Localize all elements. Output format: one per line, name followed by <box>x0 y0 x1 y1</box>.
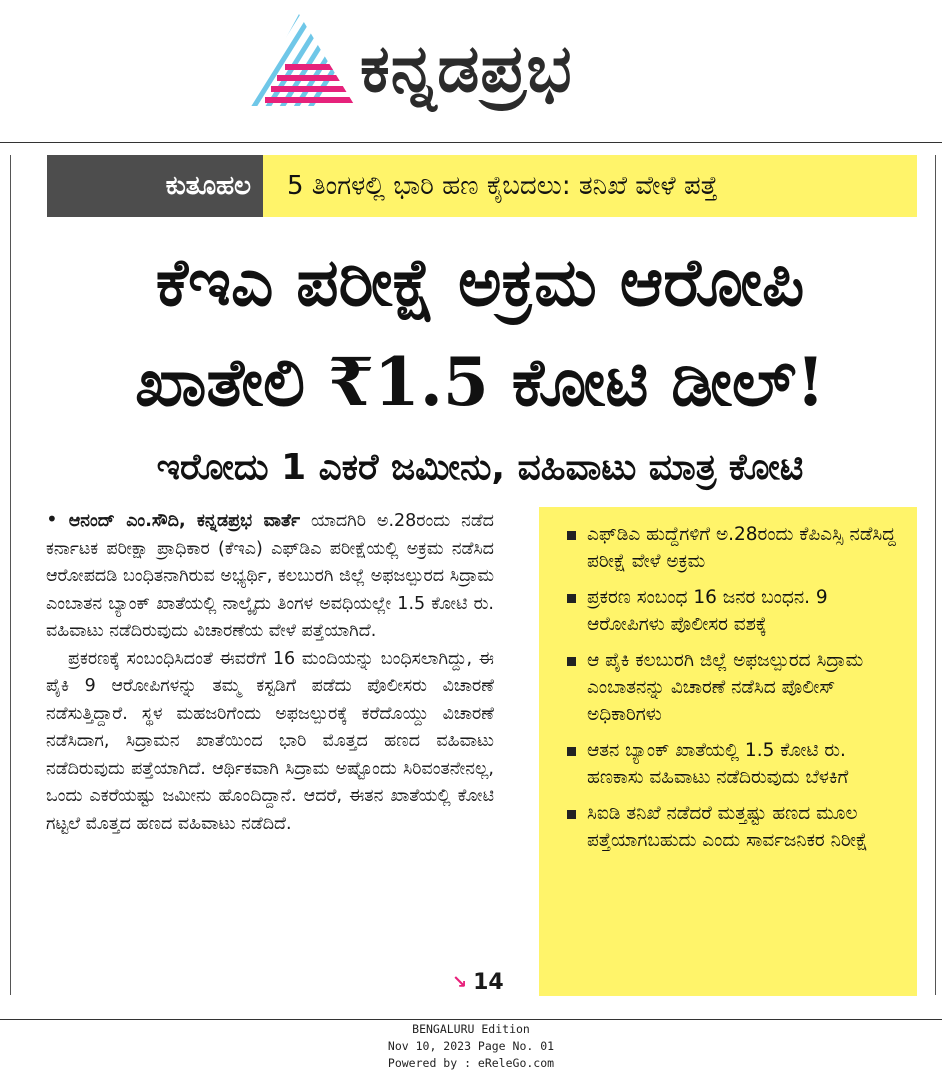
highlight-item: ಆ ಪೈಕಿ ಕಲಬುರಗಿ ಜಿಲ್ಲೆ ಅಫಜಲ್ಪುರದ ಸಿದ್ರಾಮ ಎಂಬಾತನನ್ನು ವಿಚಾರಣೆ ನಡೆಸಿದ ಪೊಲೀಸ್ ಅಧಿಕಾರಿಗಳು <box>567 647 897 728</box>
kicker-text: 5 ತಿಂಗಳಲ್ಲಿ ಭಾರಿ ಹಣ ಕೈಬದಲು: ತನಿಖೆ ವೇಳೆ ಪತ್ತೆ <box>263 155 917 217</box>
highlights-list <box>567 521 897 863</box>
footer <box>0 1021 942 1072</box>
masthead-divider <box>0 142 942 143</box>
subheadline: ಇರೋದು 1 ಎಕರೆ ಜಮೀನು, ವಹಿವಾಟು ಮಾತ್ರ ಕೋಟಿ <box>156 447 804 488</box>
headline <box>40 232 920 432</box>
story-column <box>46 506 494 838</box>
arrow-down-right-icon: ↘ <box>452 972 468 993</box>
highlight-item: ಎಫ್‌ಡಿಎ ಹುದ್ದೆಗಳಿಗೆ ಅ.28ರಂದು ಕೆಪಿಎಸ್ಸಿ ನಡೆಸಿದ್ದ ಪರೀಕ್ಷೆ ವೇಳೆ ಅಕ್ರಮ <box>567 521 897 575</box>
logo-icon <box>247 12 357 108</box>
kicker-bar <box>47 155 917 217</box>
highlight-item: ಪ್ರಕರಣ ಸಂಬಂಧ 16 ಜನರ ಬಂಧನ. 9 ಆರೋಪಿಗಳು ಪೊಲೀಸರ ವಶಕ್ಕೆ <box>567 584 897 638</box>
masthead <box>0 0 942 142</box>
bullet-icon: • <box>46 507 58 531</box>
logo-wordmark: ಕನ್ನಡಪ್ರಭ <box>360 30 573 107</box>
continued-on-page[interactable] <box>452 970 504 995</box>
story-paragraph-2: ಪ್ರಕರಣಕ್ಕೆ ಸಂಬಂಧಿಸಿದಂತೆ ಈವರೆಗೆ 16 ಮಂದಿಯನ್ನು ಬಂಧಿಸಲಾಗಿದ್ದು, ಈ ಪೈಕಿ 9 ಆರೋಪಿಗಳನ್ನು ತಮ್ಮ ಕಸ್ಟಡಿಗೆ ಪಡೆದು ಪೊಲೀಸರು ವಿಚಾರಣೆ ನಡೆಸುತ್ತಿದ್ದಾರೆ. ಸ್ಥಳ ಮಹಜರಿಗೆಂದು ಅಫಜಲ್ಪುರಕ್ಕೆ ಕರೆದೊಯ್ದು ವಿಚಾರಣೆ ನಡೆಸಿದಾಗ, ಸಿದ್ರಾಮನ ಖಾತೆಯಿಂದ ಭಾರಿ ಮೊತ್ತದ ಹಣದ ವಹಿವಾಟು ನಡೆದಿರುವುದು ಪತ್ತೆಯಾಗಿದೆ. ಆರ್ಥಿಕವಾಗಿ ಸಿದ್ರಾಮ ಅಷ್ಟೊಂದು ಸಿರಿವಂತನೇನಲ್ಲ, ಒಂದು ಎಕರೆಯಷ್ಟು ಜಮೀನು ಹೊಂದಿದ್ದಾನೆ. ಆದರೆ, ಈತನ ಖಾತೆಯಲ್ಲಿ ಕೋಟಿ ಗಟ್ಟಲೆ ಮೊತ್ತದ ಹಣದ ವಹಿವಾಟು ನಡೆದಿದೆ. <box>46 648 494 834</box>
highlight-item: ಆತನ ಬ್ಯಾಂಕ್ ಖಾತೆಯಲ್ಲಿ 1.5 ಕೋಟಿ ರು. ಹಣಕಾಸು ವಹಿವಾಟು ನಡೆದಿರುವುದು ಬೆಳಕಿಗೆ <box>567 737 897 791</box>
story-paragraph-1 <box>46 506 494 646</box>
page-border-left <box>10 155 11 995</box>
headline-line-2: ಖಾತೇಲಿ ₹1.5 ಕೋಟಿ ಡೀಲ್! <box>135 343 825 421</box>
jump-page-number: 14 <box>473 970 504 995</box>
kicker-tag: ಕುತೂಹಲ <box>47 155 263 217</box>
footer-edition: BENGALURU Edition <box>412 1022 530 1036</box>
highlight-item: ಸಿಐಡಿ ತನಿಖೆ ನಡೆದರೆ ಮತ್ತಷ್ಟು ಹಣದ ಮೂಲ ಪತ್ತೆಯಾಗಬಹುದು ಎಂದು ಸಾರ್ವಜನಿಕರ ನಿರೀಕ್ಷೆ <box>567 800 897 854</box>
footer-divider <box>0 1019 942 1020</box>
page-border-right <box>935 155 936 995</box>
footer-powered-by[interactable]: Powered by : eReleGo.com <box>387 1056 555 1070</box>
footer-date-page: Nov 10, 2023 Page No. 01 <box>387 1039 555 1053</box>
story-text-1: ಯಾದಗಿರಿ ಅ.28ರಂದು ನಡೆದ ಕರ್ನಾಟಕ ಪರೀಕ್ಷಾ ಪ್ರಾಧಿಕಾರ (ಕೆಇಎ) ಎಫ್‌ಡಿಎ ಪರೀಕ್ಷೆಯಲ್ಲಿ ಅಕ್ರಮ ನಡೆಸಿದ ಆರೋಪದಡಿ ಬಂಧಿತನಾಗಿರುವ ಅಭ್ಯರ್ಥಿ, ಕಲಬುರಗಿ ಜಿಲ್ಲೆ ಅಫಜಲ್ಪುರದ ಸಿದ್ರಾಮ ಎಂಬಾತನ ಬ್ಯಾಂಕ್ ಖಾತೆಯಲ್ಲಿ ನಾಲ್ಕೈದು ತಿಂಗಳ ಅವಧಿಯಲ್ಲೇ 1.5 ಕೋಟಿ ರು. ವಹಿವಾಟು ನಡೆದಿರುವುದು ವಿಚಾರಣೆಯ ವೇಳೆ ಪತ್ತೆಯಾಗಿದೆ. <box>46 511 494 641</box>
headline-line-1: ಕೆಇಎ ಪರೀಕ್ಷೆ ಅಕ್ರಮ ಆರೋಪಿ <box>155 243 805 321</box>
highlights-box <box>539 507 917 996</box>
byline: ಆನಂದ್ ಎಂ.ಸೌದಿ, ಕನ್ನಡಪ್ರಭ ವಾರ್ತೆ <box>68 511 301 531</box>
